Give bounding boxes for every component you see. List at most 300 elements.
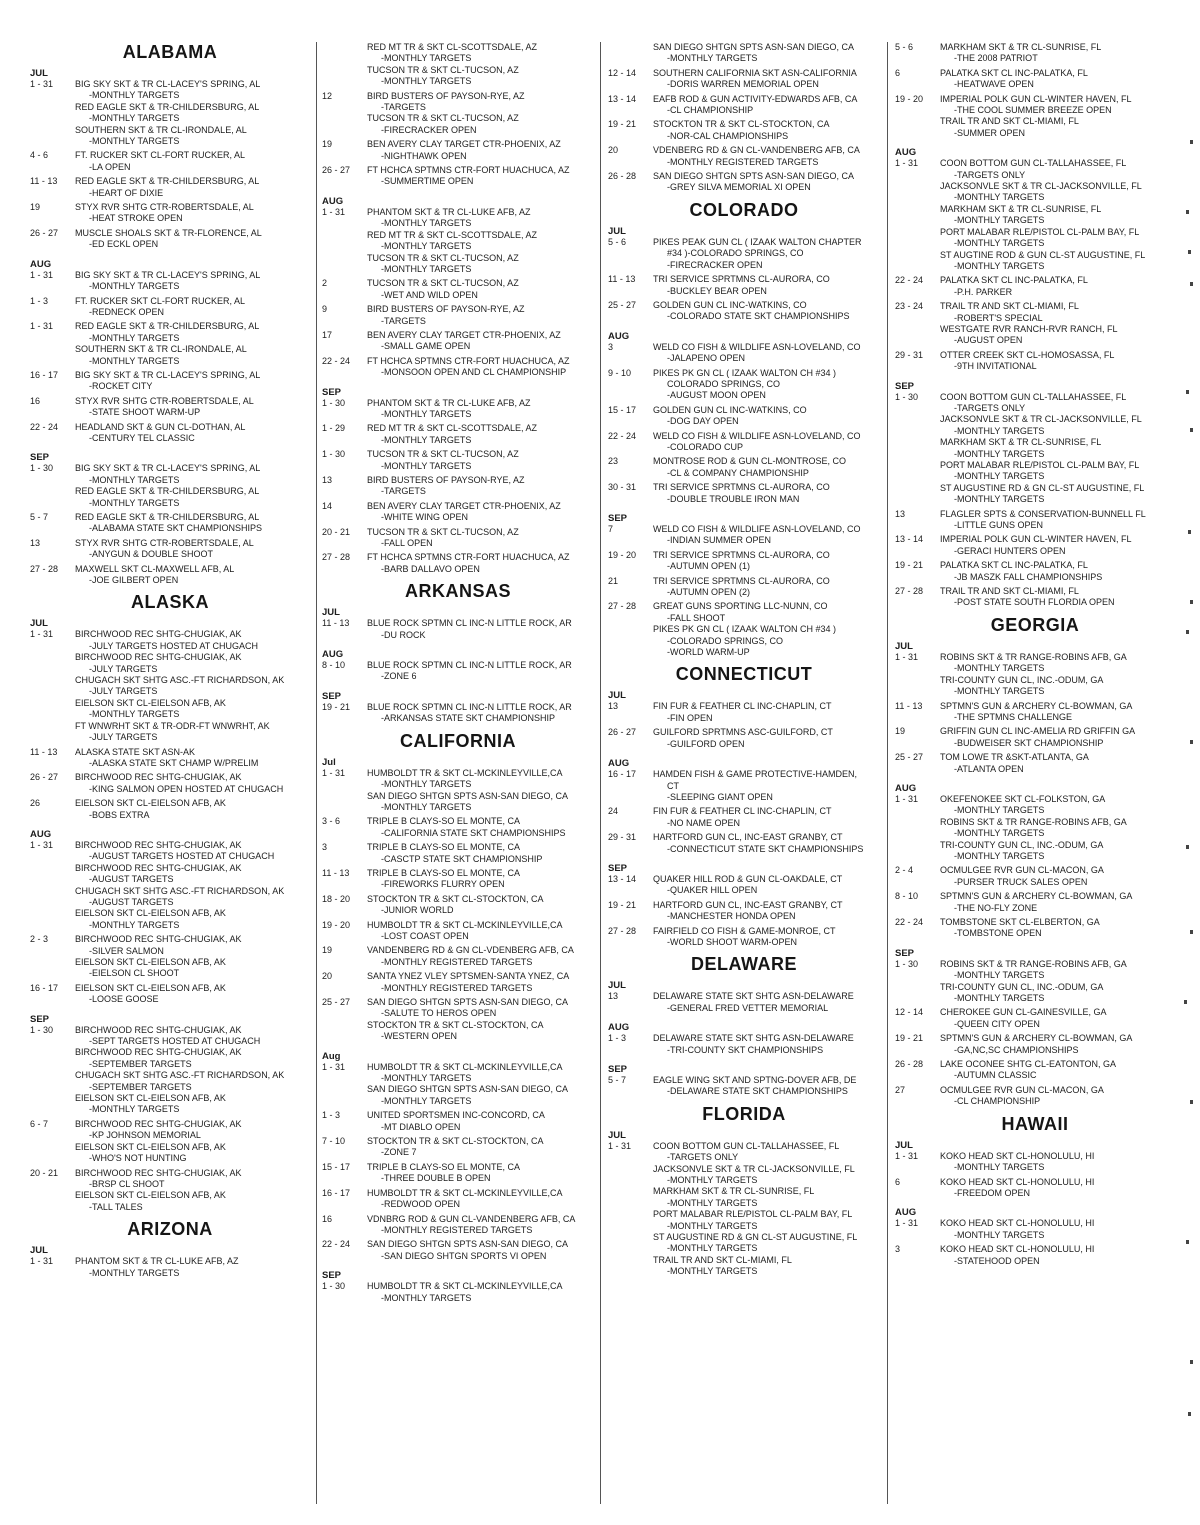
club-location: GUILFORD SPRTMNS ASC-GUILFORD, CT [653, 727, 833, 738]
event-name: -MONTHLY TARGETS [954, 1162, 1045, 1173]
event-entry [895, 350, 1175, 373]
event-entry [30, 270, 310, 293]
event-details [367, 660, 594, 683]
event-details [367, 816, 594, 839]
event-details [653, 550, 880, 573]
event-name: -GREY SILVA MEMORIAL XI OPEN [667, 182, 811, 193]
event-details [367, 868, 594, 891]
event-name: -MT DIABLO OPEN [381, 1121, 461, 1132]
event-name: -NOR-CAL CHAMPIONSHIPS [667, 130, 789, 141]
event-name: -ROCKET CITY [89, 381, 153, 392]
event-details [75, 798, 310, 821]
event-entry [608, 145, 880, 168]
event-name: -COLORADO STATE SKT CHAMPIONSHIPS [667, 311, 850, 322]
event-entry [608, 368, 880, 402]
event-details [367, 1188, 594, 1211]
event-details [367, 1062, 594, 1108]
event-details [653, 806, 880, 829]
month-label: SEP [322, 386, 342, 398]
month-label: SEP [895, 947, 915, 959]
event-entry [895, 1244, 1175, 1267]
month-label: SEP [30, 1013, 50, 1025]
club-location: BIRCHWOOD REC SHTG-CHUGIAK, AK [75, 839, 242, 850]
event-date: 15 - 17 [608, 404, 637, 415]
event-name: -QUEEN CITY OPEN [954, 1018, 1040, 1029]
event-entry [30, 1168, 310, 1214]
club-location: TRIPLE B CLAYS-SO EL MONTE, CA [367, 867, 521, 878]
event-entry [895, 1033, 1175, 1056]
event-details [653, 1141, 880, 1278]
event-details [653, 701, 880, 724]
event-name: -DELAWARE STATE SKT CHAMPIONSHIPS [667, 1086, 848, 1097]
club-location: SAN DIEGO SHTGN SPTS ASN-SAN DIEGO, CA [653, 171, 855, 182]
event-name: -LA OPEN [89, 161, 131, 172]
club-location: TRI SERVICE SPRTMNS CL-AURORA, CO [653, 549, 830, 560]
club-location: OKEFENOKEE SKT CL-FOLKSTON, GA [940, 793, 1106, 804]
club-location: PIKES PK GN CL ( IZAAK WALTON CH #34 ) [653, 367, 837, 378]
club-location: ROBINS SKT & TR RANGE-ROBINS AFB, GA [940, 958, 1127, 969]
event-details [367, 139, 594, 162]
state-heading: HAWAII [1001, 1113, 1069, 1134]
event-name: -MONTHLY TARGETS [954, 663, 1045, 674]
club-location: TRIPLE B CLAYS-SO EL MONTE, CA [367, 1161, 521, 1172]
club-location: WELD CO FISH & WILDLIFE ASN-LOVELAND, CO [653, 341, 861, 352]
event-entry [322, 527, 594, 550]
event-date: 19 - 21 [608, 899, 637, 910]
event-date: 1 - 31 [30, 839, 54, 850]
club-location: TRAIL TR AND SKT CL-MIAMI, FL [940, 116, 1079, 127]
event-entry [30, 798, 310, 821]
event-details [653, 274, 880, 297]
event-name: -SILVER SALMON [89, 945, 164, 956]
event-details [940, 1218, 1175, 1241]
event-date: 2 - 4 [895, 865, 914, 876]
event-date: 3 [322, 842, 328, 853]
club-location: FAIRFIELD CO FISH & GAME-MONROE, CT [653, 925, 836, 936]
event-date: 1 - 31 [322, 767, 346, 778]
event-details [75, 1168, 310, 1214]
event-date: 27 - 28 [608, 601, 637, 612]
club-location: PALATKA SKT CL INC-PALATKA, FL [940, 275, 1088, 286]
club-location: #34 )-COLORADO SPRINGS, CO [667, 248, 804, 259]
club-location: HARTFORD GUN CL, INC-EAST GRANBY, CT [653, 832, 843, 843]
event-name: -JULY TARGETS [89, 732, 158, 743]
club-location: BIRCHWOOD REC SHTG-CHUGIAK, AK [75, 934, 242, 945]
event-details [653, 68, 880, 91]
club-location: RED EAGLE SKT & TR-CHILDERSBURG, AL [75, 486, 260, 497]
event-entry [322, 552, 594, 575]
month-label: JUL [608, 225, 626, 237]
event-name: -MONTHLY TARGETS [667, 1220, 758, 1231]
event-date: 4 - 6 [30, 150, 49, 161]
event-date: 19 - 21 [608, 119, 637, 130]
event-name: -SLEEPING GIANT OPEN [667, 791, 773, 802]
club-location: SAN DIEGO SHTGN SPTS ASN-SAN DIEGO, CA [367, 1239, 569, 1250]
club-location: ROBINS SKT & TR RANGE-ROBINS AFB, GA [940, 816, 1127, 827]
event-date: 25 - 27 [322, 997, 351, 1007]
event-date: 8 - 10 [895, 891, 919, 902]
event-name: -ALABAMA STATE SKT CHAMPIONSHIPS [89, 523, 263, 534]
event-entry [608, 119, 880, 142]
event-entry [322, 423, 594, 446]
event-entry [608, 601, 880, 658]
club-location: BIG SKY SKT & TR CL-LACEY'S SPRING, AL [75, 269, 261, 280]
event-date: 22 - 24 [895, 917, 924, 927]
club-location: BIRCHWOOD REC SHTG-CHUGIAK, AK [75, 1167, 242, 1178]
event-date: 5 - 7 [30, 512, 49, 522]
scan-mark [1188, 1412, 1191, 1416]
event-name: -MONTHLY TARGETS [89, 90, 180, 101]
event-details [75, 370, 310, 393]
event-details [367, 618, 594, 641]
event-entry [608, 300, 880, 323]
event-date: 30 - 31 [608, 482, 637, 493]
event-entry [30, 370, 310, 393]
event-date: 6 [895, 1176, 901, 1187]
event-entry [608, 171, 880, 194]
scan-mark [1186, 1240, 1189, 1244]
club-location: FT HCHCA SPTMNS CTR-FORT HUACHUCA, AZ [367, 552, 570, 563]
event-date: 19 - 20 [322, 919, 351, 930]
club-location: BIRCHWOOD REC SHTG-CHUGIAK, AK [75, 1047, 242, 1058]
club-location: BIRD BUSTERS OF PAYSON-RYE, AZ [367, 475, 525, 485]
club-location: ALASKA STATE SKT ASN-AK [75, 746, 196, 757]
event-date: 26 - 27 [30, 227, 59, 238]
event-name: -MONTHLY TARGETS [89, 919, 180, 930]
event-name: -STATE SHOOT WARM-UP [89, 407, 201, 418]
event-entry [608, 900, 880, 923]
event-date: 1 - 30 [322, 449, 346, 460]
event-date: 1 - 31 [30, 79, 54, 89]
event-date: 19 [30, 202, 41, 213]
event-name: -STATEHOOD OPEN [954, 1255, 1040, 1266]
event-details [653, 1033, 880, 1056]
club-location: BLUE ROCK SPTMN CL INC-N LITTLE ROCK, AR [367, 660, 572, 671]
event-date: 29 - 31 [895, 349, 924, 360]
event-date: 1 - 3 [322, 1110, 341, 1121]
event-date: 13 - 14 [608, 93, 637, 104]
event-name: -CL & COMPANY CHAMPIONSHIP [667, 467, 809, 478]
club-location: STYX RVR SHTG CTR-ROBERTSDALE, AL [75, 537, 254, 548]
event-name: -TRI-COUNTY SKT CHAMPIONSHIPS [667, 1044, 824, 1055]
state-heading: GEORGIA [990, 614, 1080, 635]
club-location: FT WNWRHT SKT & TR-ODR-FT WNWRHT, AK [75, 720, 270, 731]
event-date: 12 - 14 [608, 67, 637, 78]
event-name: -ALASKA STATE SKT CHAMP W/PRELIM [89, 757, 259, 768]
event-details [653, 237, 880, 271]
club-location: RED MT TR & SKT CL-SCOTTSDALE, AZ [367, 423, 538, 434]
state-heading: DELAWARE [690, 954, 797, 975]
event-name: -PURSER TRUCK SALES OPEN [954, 876, 1088, 887]
state-section [608, 1104, 880, 1278]
month-label: AUG [322, 649, 344, 661]
event-date: 1 - 30 [895, 958, 919, 969]
event-date: 1 - 31 [30, 269, 54, 280]
event-details [367, 449, 594, 472]
month-label: SEP [608, 513, 628, 524]
club-location: MONTROSE ROD & GUN CL-MONTROSE, CO [653, 456, 847, 467]
event-date: 19 - 21 [322, 701, 351, 712]
event-details [940, 1177, 1175, 1200]
event-name: -TARGETS [381, 315, 426, 326]
event-details [75, 228, 310, 251]
event-name: -AUGUST TARGETS [89, 874, 174, 885]
event-date: 1 - 31 [895, 1150, 919, 1161]
club-location: GREAT GUNS SPORTING LLC-NUNN, CO [653, 601, 828, 612]
event-entry [608, 769, 880, 803]
month-label: JUL [895, 1139, 913, 1151]
event-entry [30, 1025, 310, 1116]
event-details [940, 891, 1175, 914]
event-name: -LOOSE GOOSE [89, 994, 159, 1005]
event-date: 1 - 3 [608, 1033, 627, 1044]
club-location: TOM LOWE TR &SKT-ATLANTA, GA [940, 752, 1089, 763]
club-location: DELAWARE STATE SKT SHTG ASN-DELAWARE [653, 991, 854, 1002]
club-location: LAKE OCONEE SHTG CL-EATONTON, GA [940, 1059, 1117, 1070]
scan-mark [1190, 1360, 1193, 1364]
event-name: -MONTHLY TARGETS [381, 408, 472, 419]
event-entry [322, 207, 594, 275]
scan-mark [1186, 630, 1189, 634]
event-date: 11 - 13 [608, 274, 636, 285]
event-name: -MONTHLY REGISTERED TARGETS [381, 956, 533, 967]
event-details [75, 840, 310, 931]
event-date: 11 - 13 [30, 746, 58, 757]
event-entry [30, 321, 310, 367]
event-date: 1 - 31 [895, 793, 919, 804]
event-name: -INDIAN SUMMER OPEN [667, 535, 772, 546]
club-location: ST AUGUSTINE RD & GN CL-ST AUGUSTINE, FL [940, 482, 1145, 493]
club-location: PORT MALABAR RLE/PISTOL CL-PALM BAY, FL [940, 460, 1140, 470]
event-name: -GERACI HUNTERS OPEN [954, 545, 1066, 556]
club-location: GOLDEN GUN CL INC-WATKINS, CO [653, 299, 807, 310]
event-details [75, 270, 310, 293]
event-details [75, 934, 310, 980]
event-details [653, 171, 880, 194]
event-name: -WORLD SHOOT WARM-OPEN [667, 936, 797, 947]
event-date: 19 [895, 726, 906, 737]
event-entry [895, 652, 1175, 698]
column-1 [30, 40, 310, 1285]
event-date: 11 - 13 [322, 618, 350, 629]
scan-mark [1188, 530, 1191, 534]
event-details [940, 560, 1175, 583]
event-entry [322, 330, 594, 353]
event-name: -MONTHLY TARGETS [89, 709, 180, 720]
club-location: VDENBERG RD & GN CL-VANDENBERG AFB, CA [653, 145, 860, 156]
event-date: 16 [322, 1213, 333, 1224]
event-entry [322, 1062, 594, 1108]
event-name: -ANYGUN & DOUBLE SHOOT [89, 549, 214, 560]
event-details [367, 1239, 594, 1262]
event-entry [895, 1007, 1175, 1030]
state-section [322, 731, 594, 1304]
event-date: 24 [608, 806, 619, 817]
club-location: PHANTOM SKT & TR CL-LUKE AFB, AZ [367, 206, 531, 217]
club-location: WELD CO FISH & WILDLIFE ASN-LOVELAND, CO [653, 430, 861, 441]
event-details [367, 1281, 594, 1304]
event-name: -MONTHLY TARGETS [381, 1292, 472, 1303]
event-entry [322, 1281, 594, 1304]
event-entry [30, 296, 310, 319]
event-date: 23 - 24 [895, 301, 924, 312]
event-name: -FIREWORKS FLURRY OPEN [381, 879, 505, 890]
event-entry [322, 945, 594, 968]
event-details [367, 42, 594, 88]
event-date: 15 - 17 [322, 1161, 351, 1172]
club-location: EIELSON SKT CL-EIELSON AFB, AK [75, 1141, 226, 1152]
event-date: 17 [322, 329, 333, 340]
event-name: -AUTUMN OPEN (1) [667, 561, 750, 572]
club-location: EIELSON SKT CL-EIELSON AFB, AK [75, 957, 226, 967]
month-label: Aug [322, 1050, 341, 1062]
event-date: 29 - 31 [608, 832, 637, 843]
event-name: -MONTHLY TARGETS [954, 494, 1045, 505]
event-date: 25 - 27 [608, 299, 637, 310]
event-name: -BRSP CL SHOOT [89, 1178, 165, 1189]
event-name: -MONTHLY TARGETS [381, 263, 472, 274]
event-entry [322, 449, 594, 472]
event-name: -MONTHLY TARGETS [89, 1267, 180, 1278]
club-location: VDNBRG ROD & GUN CL-VANDENBERG AFB, CA [367, 1213, 576, 1224]
event-name: -THREE DOUBLE B OPEN [381, 1173, 491, 1184]
event-name: -NO NAME OPEN [667, 817, 741, 828]
column-2 [322, 42, 594, 1310]
event-date: 22 - 24 [608, 430, 637, 441]
month-label: SEP [30, 452, 50, 464]
event-entry [895, 94, 1175, 140]
event-name: -KP JOHNSON MEMORIAL [89, 1130, 201, 1141]
event-date: 20 - 21 [30, 1167, 59, 1178]
club-location: TOMBSTONE SKT CL-ELBERTON, GA [940, 917, 1100, 927]
event-entry [608, 874, 880, 897]
event-entry [895, 158, 1175, 272]
event-date: 16 - 17 [30, 982, 59, 993]
event-details [75, 747, 310, 770]
state-heading: ARIZONA [127, 1219, 213, 1240]
month-label: JUL [30, 1245, 48, 1257]
club-location: PORT MALABAR RLE/PISTOL CL-PALM BAY, FL [653, 1209, 853, 1220]
club-location: SAN DIEGO SHTGN SPTS ASN-SAN DIEGO, CA [367, 790, 569, 801]
event-name: -MONTHLY TARGETS [381, 1095, 472, 1106]
event-details [940, 509, 1175, 532]
event-name: -WET AND WILD OPEN [381, 289, 478, 300]
event-entry [608, 431, 880, 454]
event-entry [608, 832, 880, 855]
event-details [367, 920, 594, 943]
club-location: FT HCHCA SPTMNS CTR-FORT HUACHUCA, AZ [367, 165, 570, 176]
club-location: GOLDEN GUN CL INC-WATKINS, CO [653, 404, 807, 415]
event-date: 19 - 20 [608, 549, 637, 560]
event-details [367, 894, 594, 917]
event-details [940, 42, 1175, 65]
event-details [653, 342, 880, 365]
club-location: RED EAGLE SKT & TR-CHILDERSBURG, AL [75, 101, 260, 112]
event-entry [30, 512, 310, 535]
club-location: QUAKER HILL ROD & GUN CL-OAKDALE, CT [653, 873, 843, 884]
event-details [653, 900, 880, 923]
club-location: OCMULGEE RVR GUN CL-MACON, GA [940, 865, 1104, 876]
event-date: 27 [895, 1084, 906, 1095]
event-details [75, 422, 310, 445]
club-location: EIELSON SKT CL-EIELSON AFB, AK [75, 908, 226, 919]
event-date: 19 - 21 [895, 560, 924, 571]
club-location: IMPERIAL POLK GUN CL-WINTER HAVEN, FL [940, 93, 1132, 104]
club-location: TUCSON TR & SKT CL-TUCSON, AZ [367, 278, 519, 289]
event-details [940, 1007, 1175, 1030]
club-location: BIRCHWOOD REC SHTG-CHUGIAK, AK [75, 772, 242, 783]
scan-mark [1186, 390, 1189, 394]
club-location: ST AUGTINE ROD & GUN CL-ST AUGUSTINE, FL [940, 249, 1146, 260]
club-location: FLAGLER SPTS & CONSERVATION-BUNNELL FL [940, 508, 1146, 519]
event-name: -MONTHLY TARGETS [954, 850, 1045, 861]
event-date: 1 - 31 [322, 1061, 346, 1072]
event-entry [895, 726, 1175, 749]
event-date: 22 - 24 [322, 355, 351, 366]
event-entry [608, 342, 880, 365]
event-name: -MONTHLY TARGETS [89, 136, 180, 147]
club-location: HEADLAND SKT & GUN CL-DOTHAN, AL [75, 421, 246, 432]
club-location: EAFB ROD & GUN ACTIVITY-EDWARDS AFB, CA [653, 93, 858, 104]
club-location: PIKES PK GN CL ( IZAAK WALTON CH #34 ) [653, 624, 837, 635]
event-name: -NIGHTHAWK OPEN [381, 150, 467, 161]
event-date: 11 - 13 [895, 700, 923, 711]
event-details [940, 1151, 1175, 1174]
event-details [75, 983, 310, 1006]
club-location: DELAWARE STATE SKT SHTG ASN-DELAWARE [653, 1033, 854, 1044]
event-date: 2 [322, 278, 328, 289]
event-details [653, 405, 880, 428]
month-label: JUL [30, 68, 48, 79]
month-label: SEP [322, 690, 342, 702]
event-entry [322, 816, 594, 839]
event-name: -ATLANTA OPEN [954, 763, 1024, 774]
event-date: 6 - 7 [30, 1118, 49, 1129]
club-location: BEN AVERY CLAY TARGET CTR-PHOENIX, AZ [367, 329, 561, 340]
event-date: 1 - 31 [30, 321, 54, 332]
club-location: HUMBOLDT TR & SKT CL-MCKINLEYVILLE,CA [367, 1061, 563, 1072]
event-entry [322, 356, 594, 379]
event-name: -ZONE 7 [381, 1147, 417, 1158]
event-entry [895, 509, 1175, 532]
event-entry [608, 727, 880, 750]
event-entry [30, 1256, 310, 1279]
club-location: PORT MALABAR RLE/PISTOL CL-PALM BAY, FL [940, 226, 1140, 237]
event-details [75, 150, 310, 173]
club-location: FT HCHCA SPTMNS CTR-FORT HUACHUCA, AZ [367, 355, 570, 366]
column-3 [608, 42, 880, 1284]
state-section [895, 1114, 1175, 1267]
month-label: AUG [608, 330, 630, 342]
event-name: -THE NO-FLY ZONE [954, 902, 1038, 913]
scan-mark [1190, 600, 1193, 604]
event-details [940, 752, 1175, 775]
event-details [940, 275, 1175, 298]
event-name: -FIRECRACKER OPEN [667, 259, 763, 270]
event-name: -FREEDOM OPEN [954, 1187, 1031, 1198]
club-location: ROBINS SKT & TR RANGE-ROBINS AFB, GA [940, 651, 1127, 662]
event-details [653, 926, 880, 949]
event-name: -ARKANSAS STATE SKT CHAMPIONSHIP [381, 713, 556, 724]
club-location: SAN DIEGO SHTGN SPTS ASN-SAN DIEGO, CA [367, 1084, 569, 1095]
state-section [30, 1219, 310, 1279]
club-location: SAN DIEGO SHTGN SPTS ASN-SAN DIEGO, CA [653, 42, 855, 52]
club-location: BIRCHWOOD REC SHTG-CHUGIAK, AK [75, 862, 242, 873]
column-divider [887, 42, 888, 1504]
event-entry [322, 997, 594, 1043]
event-name: -TARGETS [381, 486, 426, 497]
club-location: JACKSONVLE SKT & TR CL-JACKSONVILLE, FL [653, 1163, 855, 1174]
